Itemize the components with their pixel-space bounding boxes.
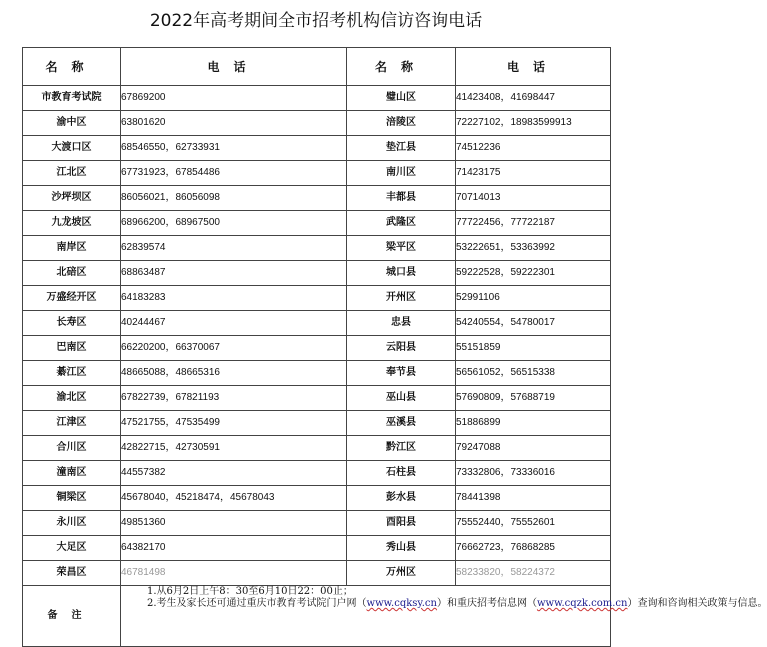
left-phone-cell: 45678040，45218474，45678043 — [121, 486, 347, 511]
right-name-cell: 黔江区 — [347, 436, 456, 461]
table-row — [23, 511, 611, 536]
right-name-cell: 开州区 — [347, 286, 456, 311]
right-name-cell: 酉阳县 — [347, 511, 456, 536]
left-phone-cell: 64183283 — [121, 286, 347, 311]
right-name-cell: 巫溪县 — [347, 411, 456, 436]
right-phone-cell: 59222528，59222301 — [456, 261, 611, 286]
note-line-2-c: ）查询和咨询相关政策与信息。 — [627, 598, 767, 609]
left-phone-cell: 86056021，86056098 — [121, 186, 347, 211]
right-phone-cell: 73332806，73336016 — [456, 461, 611, 486]
right-name-cell: 武隆区 — [347, 211, 456, 236]
table-row — [23, 486, 611, 511]
table-row — [23, 386, 611, 411]
note-line-2-b: ）和重庆招考信息网（ — [436, 598, 537, 609]
note-line-2 — [121, 598, 767, 610]
left-phone-cell: 62839574 — [121, 236, 347, 261]
right-name-cell: 忠县 — [347, 311, 456, 336]
right-phone-cell: 77722456，77722187 — [456, 211, 611, 236]
cqksy-link[interactable]: www.cqksy.cn — [366, 598, 437, 609]
right-phone-cell: 78441398 — [456, 486, 611, 511]
note-row — [23, 586, 611, 647]
table-row — [23, 336, 611, 361]
note-line-1: 1.从6月2日上午8：30至6月10日22：00止； — [147, 586, 353, 597]
left-name-cell: 江北区 — [23, 161, 121, 186]
right-name-cell: 丰都县 — [347, 186, 456, 211]
left-name-cell: 潼南区 — [23, 461, 121, 486]
right-name-cell: 奉节县 — [347, 361, 456, 386]
right-phone-cell: 74512236 — [456, 136, 611, 161]
left-name-cell: 长寿区 — [23, 311, 121, 336]
left-name-cell: 荣昌区 — [23, 561, 121, 586]
left-phone-cell: 68966200，68967500 — [121, 211, 347, 236]
table-row — [23, 411, 611, 436]
table-row — [23, 461, 611, 486]
left-phone-cell: 67869200 — [121, 86, 347, 111]
table-row — [23, 136, 611, 161]
right-phone-cell: 53222651，53363992 — [456, 236, 611, 261]
table-row — [23, 111, 611, 136]
left-phone-cell: 46781498 — [121, 561, 347, 586]
note-text — [121, 586, 767, 647]
right-phone-cell: 54240554，54780017 — [456, 311, 611, 336]
left-name-cell: 北碚区 — [23, 261, 121, 286]
page-title: 2022年高考期间全市招考机构信访咨询电话 — [149, 11, 483, 31]
right-phone-cell: 55151859 — [456, 336, 611, 361]
left-name-cell: 九龙坡区 — [23, 211, 121, 236]
left-phone-cell: 67731923，67854486 — [121, 161, 347, 186]
header-name-left: 名称 — [23, 48, 121, 86]
right-phone-cell: 51886899 — [456, 411, 611, 436]
table-row — [23, 536, 611, 561]
right-phone-cell: 70714013 — [456, 186, 611, 211]
right-name-cell: 城口县 — [347, 261, 456, 286]
header-phone-left: 电话 — [121, 48, 347, 86]
right-name-cell: 南川区 — [347, 161, 456, 186]
left-name-cell: 大足区 — [23, 536, 121, 561]
right-phone-cell: 71423175 — [456, 161, 611, 186]
header-row — [23, 48, 611, 86]
left-phone-cell: 68863487 — [121, 261, 347, 286]
right-name-cell: 梁平区 — [347, 236, 456, 261]
table-row — [23, 236, 611, 261]
left-phone-cell: 63801620 — [121, 111, 347, 136]
right-phone-cell: 76662723，76868285 — [456, 536, 611, 561]
table-row — [23, 261, 611, 286]
right-name-cell: 彭水县 — [347, 486, 456, 511]
left-name-cell: 永川区 — [23, 511, 121, 536]
left-phone-cell: 64382170 — [121, 536, 347, 561]
table-row — [23, 561, 611, 586]
right-phone-cell: 75552440，75552601 — [456, 511, 611, 536]
left-name-cell: 合川区 — [23, 436, 121, 461]
table-row — [23, 361, 611, 386]
table-row — [23, 311, 611, 336]
left-name-cell: 市教育考试院 — [23, 86, 121, 111]
right-name-cell: 巫山县 — [347, 386, 456, 411]
cqzk-link[interactable]: www.cqzk.com.cn — [536, 598, 628, 609]
contact-table — [22, 47, 767, 647]
note-line-2-a: 2.考生及家长还可通过重庆市教育考试院门户网（ — [147, 598, 367, 609]
table-row — [23, 211, 611, 236]
header-phone-right: 电话 — [456, 48, 611, 86]
right-name-cell: 涪陵区 — [347, 111, 456, 136]
right-phone-cell: 52991106 — [456, 286, 611, 311]
left-phone-cell: 47521755，47535499 — [121, 411, 347, 436]
left-phone-cell: 68546550，62733931 — [121, 136, 347, 161]
left-phone-cell: 40244467 — [121, 311, 347, 336]
table-row — [23, 86, 611, 111]
left-phone-cell: 67822739，67821193 — [121, 386, 347, 411]
right-name-cell: 垫江县 — [347, 136, 456, 161]
left-phone-cell: 66220200，66370067 — [121, 336, 347, 361]
right-name-cell: 云阳县 — [347, 336, 456, 361]
left-name-cell: 巴南区 — [23, 336, 121, 361]
left-name-cell: 万盛经开区 — [23, 286, 121, 311]
right-phone-cell: 56561052，56515338 — [456, 361, 611, 386]
right-phone-cell: 72227102，18983599913 — [456, 111, 611, 136]
right-name-cell: 万州区 — [347, 561, 456, 586]
left-name-cell: 沙坪坝区 — [23, 186, 121, 211]
right-name-cell: 秀山县 — [347, 536, 456, 561]
left-phone-cell: 49851360 — [121, 511, 347, 536]
left-name-cell: 渝中区 — [23, 111, 121, 136]
right-name-cell: 璧山区 — [347, 86, 456, 111]
left-name-cell: 渝北区 — [23, 386, 121, 411]
left-name-cell: 綦江区 — [23, 361, 121, 386]
note-label: 备注 — [23, 586, 121, 647]
left-name-cell: 江津区 — [23, 411, 121, 436]
table-row — [23, 186, 611, 211]
right-phone-cell: 58233820，58224372 — [456, 561, 611, 586]
right-phone-cell: 57690809，57688719 — [456, 386, 611, 411]
left-name-cell: 南岸区 — [23, 236, 121, 261]
left-phone-cell: 44557382 — [121, 461, 347, 486]
right-name-cell: 石柱县 — [347, 461, 456, 486]
left-name-cell: 大渡口区 — [23, 136, 121, 161]
table-row — [23, 161, 611, 186]
right-phone-cell: 41423408，41698447 — [456, 86, 611, 111]
table-row — [23, 286, 611, 311]
right-phone-cell: 79247088 — [456, 436, 611, 461]
left-name-cell: 铜梁区 — [23, 486, 121, 511]
left-phone-cell: 42822715，42730591 — [121, 436, 347, 461]
left-phone-cell: 48665088，48665316 — [121, 361, 347, 386]
header-name-right: 名称 — [347, 48, 456, 86]
table-row — [23, 436, 611, 461]
